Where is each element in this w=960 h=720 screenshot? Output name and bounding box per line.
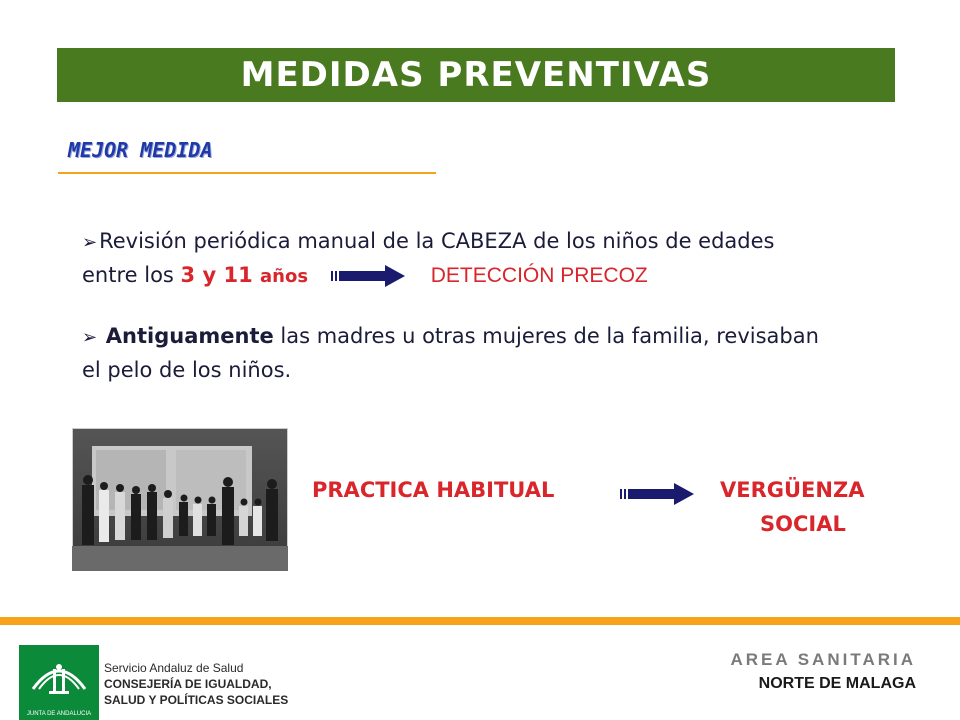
- junta-andalucia-logo: [19, 645, 99, 720]
- organization-block: [104, 660, 288, 708]
- bullet-arrow-icon: ➢: [82, 232, 98, 253]
- subtitle-underline: [58, 172, 436, 174]
- shame-label-line1: VERGÜENZA: [720, 478, 865, 502]
- area-label-line2: NORTE DE MALAGA: [758, 675, 916, 692]
- org-line3: SALUD Y POLÍTICAS SOCIALES: [104, 693, 289, 707]
- bullet1-line1: Revisión periódica manual de la CABEZA de los niños de edades: [99, 229, 775, 253]
- bullet2-lead: Antiguamente: [105, 324, 274, 348]
- org-line1: Servicio Andaluz de Salud: [104, 661, 244, 675]
- practice-label: PRACTICA HABITUAL: [312, 478, 555, 502]
- org-line2: CONSEJERÍA DE IGUALDAD,: [104, 677, 272, 691]
- family-group-photo: [72, 428, 288, 571]
- bullet2-line2: el pelo de los niños.: [82, 358, 292, 382]
- bullet-revision: [82, 225, 922, 293]
- junta-emblem-icon: [19, 645, 99, 707]
- age-unit: años: [260, 266, 309, 287]
- title-bar: [57, 48, 895, 102]
- right-arrow-icon: [331, 265, 405, 287]
- subtitle: MEJOR MEDIDA: [68, 138, 213, 162]
- right-arrow-icon: [620, 483, 694, 505]
- shame-label-line2: SOCIAL: [760, 512, 846, 536]
- area-label-line1: AREA SANITARIA: [730, 650, 916, 669]
- bullet2-rest: las madres u otras mujeres de la familia, revisaban: [273, 324, 819, 348]
- logo-caption: JUNTA DE ANDALUCIA: [26, 711, 92, 717]
- age-range: 3 y 11: [180, 263, 260, 287]
- bullet-arrow-icon: ➢: [82, 327, 98, 348]
- footer-divider: [0, 617, 960, 625]
- slide-title: MEDIDAS PREVENTIVAS: [240, 55, 712, 95]
- bullet-antiguamente: [82, 320, 922, 387]
- bullet1-line2-prefix: entre los: [82, 263, 181, 287]
- detection-label: DETECCIÓN PRECOZ: [430, 264, 648, 287]
